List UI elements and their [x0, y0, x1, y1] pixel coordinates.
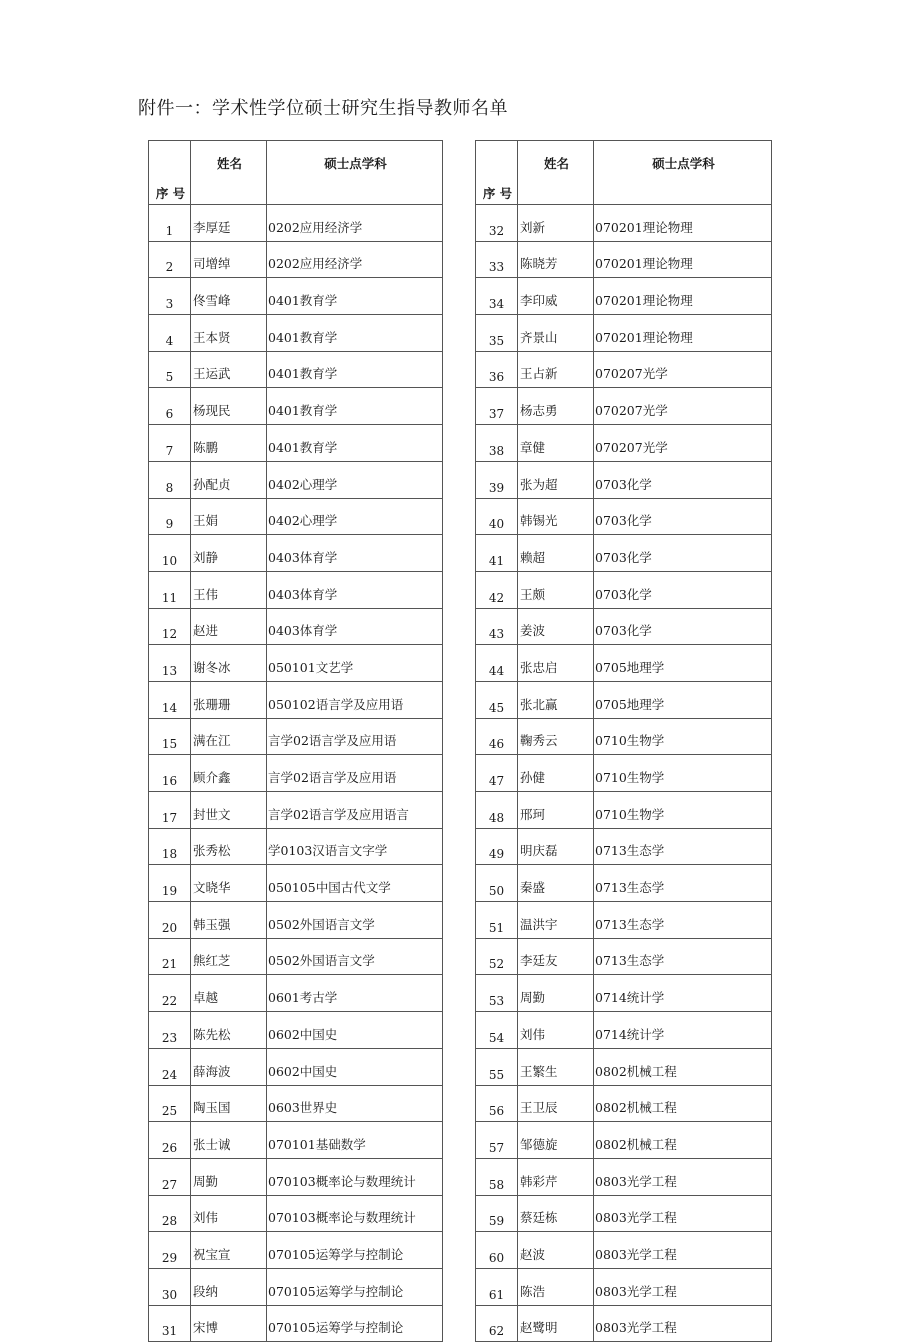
table-row: [476, 315, 772, 352]
advisor-name: 陈浩: [518, 1268, 594, 1305]
row-number: 6: [149, 388, 191, 425]
subject-name: 0502外国语言文学: [267, 902, 443, 939]
advisor-name: 周勤: [191, 1158, 267, 1195]
advisor-name: 陈先松: [191, 1012, 267, 1049]
table-row: [476, 278, 772, 315]
row-number: 2: [149, 241, 191, 278]
advisor-name: 张北赢: [518, 681, 594, 718]
table-row: [149, 755, 443, 792]
table-row: [476, 938, 772, 975]
subject-name: 070207光学: [594, 388, 772, 425]
row-number: 46: [476, 718, 518, 755]
subject-name: 0714统计学: [594, 975, 772, 1012]
advisor-name: 孙配贞: [191, 461, 267, 498]
advisor-name: 祝宝宣: [191, 1232, 267, 1269]
advisor-name: 鞠秀云: [518, 718, 594, 755]
advisor-name: 邢珂: [518, 792, 594, 829]
row-number: 62: [476, 1305, 518, 1342]
subject-name: 0703化学: [594, 608, 772, 645]
row-number: 3: [149, 278, 191, 315]
advisor-name: 孙健: [518, 755, 594, 792]
subject-name: 0402心理学: [267, 498, 443, 535]
table-row: [476, 1158, 772, 1195]
subject-name: 0705地理学: [594, 645, 772, 682]
advisor-name: 赖超: [518, 535, 594, 572]
row-number: 7: [149, 425, 191, 462]
row-number: 20: [149, 902, 191, 939]
advisor-name: 韩锡光: [518, 498, 594, 535]
table-row: [149, 1122, 443, 1159]
subject-name: 0401教育学: [267, 351, 443, 388]
subject-name: 0803光学工程: [594, 1232, 772, 1269]
table-row: [149, 608, 443, 645]
advisor-name: 王繁生: [518, 1048, 594, 1085]
advisor-name: 张秀松: [191, 828, 267, 865]
row-number: 29: [149, 1232, 191, 1269]
advisor-name: 刘静: [191, 535, 267, 572]
table-row: [476, 241, 772, 278]
row-number: 54: [476, 1012, 518, 1049]
row-number: 24: [149, 1048, 191, 1085]
table-row: [149, 1305, 443, 1342]
table-row: [476, 1232, 772, 1269]
table-row: [476, 1012, 772, 1049]
row-number: 58: [476, 1158, 518, 1195]
advisor-name: 刘新: [518, 205, 594, 242]
table-row: [476, 902, 772, 939]
subject-name: 0202应用经济学: [267, 205, 443, 242]
row-number: 9: [149, 498, 191, 535]
row-number: 21: [149, 938, 191, 975]
row-number: 34: [476, 278, 518, 315]
subject-name: 0713生态学: [594, 902, 772, 939]
row-number: 45: [476, 681, 518, 718]
subject-name: 0803光学工程: [594, 1195, 772, 1232]
advisor-name: 周勤: [518, 975, 594, 1012]
table-row: [476, 975, 772, 1012]
advisor-name: 秦盛: [518, 865, 594, 902]
table-header-row: [476, 141, 772, 205]
row-number: 27: [149, 1158, 191, 1195]
table-row: [476, 792, 772, 829]
row-number: 15: [149, 718, 191, 755]
table-row: [149, 718, 443, 755]
table-row: [149, 938, 443, 975]
table-row: [149, 1268, 443, 1305]
advisor-name: 齐景山: [518, 315, 594, 352]
table-row: [149, 351, 443, 388]
row-number: 31: [149, 1305, 191, 1342]
table-row: [476, 755, 772, 792]
header-subject: 硕士点学科: [267, 141, 443, 205]
table-row: [149, 828, 443, 865]
table-row: [476, 718, 772, 755]
subject-name: 0401教育学: [267, 425, 443, 462]
table-row: [476, 645, 772, 682]
row-number: 39: [476, 461, 518, 498]
table-row: [476, 1268, 772, 1305]
row-number: 48: [476, 792, 518, 829]
subject-name: 0703化学: [594, 461, 772, 498]
subject-name: 0202应用经济学: [267, 241, 443, 278]
subject-name: 050101文艺学: [267, 645, 443, 682]
table-row: [149, 1158, 443, 1195]
row-number: 35: [476, 315, 518, 352]
row-number: 50: [476, 865, 518, 902]
advisor-name: 王娟: [191, 498, 267, 535]
subject-name: 言学02语言学及应用语: [267, 718, 443, 755]
advisor-name: 王颇: [518, 571, 594, 608]
advisor-name: 邹德旋: [518, 1122, 594, 1159]
table-row: [149, 902, 443, 939]
advisor-name: 陶玉国: [191, 1085, 267, 1122]
table-row: [476, 1048, 772, 1085]
table-header-row: [149, 141, 443, 205]
table-row: [149, 315, 443, 352]
advisor-name: 王伟: [191, 571, 267, 608]
subject-name: 0602中国史: [267, 1048, 443, 1085]
table-row: [149, 498, 443, 535]
advisor-name: 封世文: [191, 792, 267, 829]
subject-name: 0710生物学: [594, 755, 772, 792]
row-number: 41: [476, 535, 518, 572]
advisor-name: 李廷友: [518, 938, 594, 975]
subject-name: 070105运筹学与控制论: [267, 1268, 443, 1305]
row-number: 4: [149, 315, 191, 352]
subject-name: 言学02语言学及应用语言: [267, 792, 443, 829]
subject-name: 050102语言学及应用语: [267, 681, 443, 718]
row-number: 19: [149, 865, 191, 902]
table-row: [149, 1195, 443, 1232]
subject-name: 学0103汉语言文字学: [267, 828, 443, 865]
row-number: 43: [476, 608, 518, 645]
row-number: 59: [476, 1195, 518, 1232]
subject-name: 070201理论物理: [594, 241, 772, 278]
advisor-name: 温洪宇: [518, 902, 594, 939]
subject-name: 0803光学工程: [594, 1305, 772, 1342]
row-number: 49: [476, 828, 518, 865]
row-number: 36: [476, 351, 518, 388]
advisor-name: 姜波: [518, 608, 594, 645]
table-row: [149, 425, 443, 462]
advisor-name: 王运武: [191, 351, 267, 388]
table-row: [476, 1122, 772, 1159]
subject-name: 0703化学: [594, 498, 772, 535]
advisor-name: 佟雪峰: [191, 278, 267, 315]
advisor-name: 张士诚: [191, 1122, 267, 1159]
advisor-name: 宋博: [191, 1305, 267, 1342]
subject-name: 050105中国古代文学: [267, 865, 443, 902]
table-row: [149, 1085, 443, 1122]
table-row: [149, 865, 443, 902]
row-number: 60: [476, 1232, 518, 1269]
header-name: 姓名: [518, 141, 594, 205]
table-row: [476, 351, 772, 388]
advisor-name: 刘伟: [191, 1195, 267, 1232]
subject-name: 0713生态学: [594, 938, 772, 975]
advisor-name: 赵波: [518, 1232, 594, 1269]
table-row: [476, 205, 772, 242]
row-number: 33: [476, 241, 518, 278]
row-number: 13: [149, 645, 191, 682]
table-row: [149, 681, 443, 718]
subject-name: 070105运筹学与控制论: [267, 1232, 443, 1269]
advisor-name: 李厚廷: [191, 205, 267, 242]
row-number: 16: [149, 755, 191, 792]
advisor-table-right: [475, 140, 772, 1342]
row-number: 32: [476, 205, 518, 242]
table-row: [476, 681, 772, 718]
table-row: [149, 645, 443, 682]
row-number: 8: [149, 461, 191, 498]
advisor-name: 张为超: [518, 461, 594, 498]
table-row: [149, 535, 443, 572]
row-number: 52: [476, 938, 518, 975]
subject-name: 0401教育学: [267, 388, 443, 425]
advisor-name: 陈晓芳: [518, 241, 594, 278]
row-number: 10: [149, 535, 191, 572]
table-row: [476, 1085, 772, 1122]
table-row: [476, 535, 772, 572]
table-row: [149, 205, 443, 242]
subject-name: 0710生物学: [594, 792, 772, 829]
table-row: [476, 461, 772, 498]
advisor-name: 司增绰: [191, 241, 267, 278]
row-number: 18: [149, 828, 191, 865]
subject-name: 言学02语言学及应用语: [267, 755, 443, 792]
table-row: [476, 1195, 772, 1232]
row-number: 17: [149, 792, 191, 829]
subject-name: 0403体育学: [267, 535, 443, 572]
subject-name: 070105运筹学与控制论: [267, 1305, 443, 1342]
subject-name: 070207光学: [594, 425, 772, 462]
subject-name: 0705地理学: [594, 681, 772, 718]
row-number: 38: [476, 425, 518, 462]
subject-name: 070201理论物理: [594, 278, 772, 315]
subject-name: 0713生态学: [594, 828, 772, 865]
subject-name: 0401教育学: [267, 315, 443, 352]
advisor-name: 薛海波: [191, 1048, 267, 1085]
header-num: 序 号: [476, 141, 518, 205]
subject-name: 0802机械工程: [594, 1085, 772, 1122]
row-number: 28: [149, 1195, 191, 1232]
advisor-name: 赵进: [191, 608, 267, 645]
document-title: 附件一：学术性学位硕士研究生指导教师名单: [138, 98, 508, 119]
subject-name: 0602中国史: [267, 1012, 443, 1049]
subject-name: 0803光学工程: [594, 1158, 772, 1195]
subject-name: 0714统计学: [594, 1012, 772, 1049]
advisor-name: 满在江: [191, 718, 267, 755]
table-row: [476, 608, 772, 645]
table-row: [476, 865, 772, 902]
row-number: 30: [149, 1268, 191, 1305]
table-row: [149, 1232, 443, 1269]
subject-name: 070207光学: [594, 351, 772, 388]
subject-name: 0603世界史: [267, 1085, 443, 1122]
advisor-name: 文晓华: [191, 865, 267, 902]
row-number: 55: [476, 1048, 518, 1085]
row-number: 40: [476, 498, 518, 535]
subject-name: 0703化学: [594, 571, 772, 608]
subject-name: 0703化学: [594, 535, 772, 572]
subject-name: 0502外国语言文学: [267, 938, 443, 975]
table-row: [476, 498, 772, 535]
row-number: 14: [149, 681, 191, 718]
subject-name: 070103概率论与数理统计: [267, 1195, 443, 1232]
advisor-name: 张忠启: [518, 645, 594, 682]
table-row: [476, 425, 772, 462]
row-number: 56: [476, 1085, 518, 1122]
advisor-name: 杨现民: [191, 388, 267, 425]
subject-name: 0402心理学: [267, 461, 443, 498]
table-row: [149, 278, 443, 315]
table-row: [476, 828, 772, 865]
advisor-name: 明庆磊: [518, 828, 594, 865]
row-number: 1: [149, 205, 191, 242]
advisor-name: 韩玉强: [191, 902, 267, 939]
advisor-name: 韩彩芹: [518, 1158, 594, 1195]
row-number: 5: [149, 351, 191, 388]
row-number: 25: [149, 1085, 191, 1122]
table-row: [476, 571, 772, 608]
advisor-name: 王卫辰: [518, 1085, 594, 1122]
table-row: [149, 241, 443, 278]
table-row: [149, 1048, 443, 1085]
advisor-name: 章健: [518, 425, 594, 462]
advisor-name: 陈鹏: [191, 425, 267, 462]
row-number: 57: [476, 1122, 518, 1159]
row-number: 26: [149, 1122, 191, 1159]
table-row: [149, 461, 443, 498]
subject-name: 0802机械工程: [594, 1122, 772, 1159]
table-row: [149, 571, 443, 608]
table-row: [476, 1305, 772, 1342]
row-number: 11: [149, 571, 191, 608]
row-number: 51: [476, 902, 518, 939]
row-number: 23: [149, 1012, 191, 1049]
advisor-name: 谢冬冰: [191, 645, 267, 682]
advisor-name: 熊红芝: [191, 938, 267, 975]
table-row: [149, 792, 443, 829]
row-number: 22: [149, 975, 191, 1012]
header-name: 姓名: [191, 141, 267, 205]
advisor-name: 刘伟: [518, 1012, 594, 1049]
table-row: [476, 388, 772, 425]
advisor-name: 段纳: [191, 1268, 267, 1305]
advisor-name: 张珊珊: [191, 681, 267, 718]
subject-name: 070101基础数学: [267, 1122, 443, 1159]
subject-name: 0803光学工程: [594, 1268, 772, 1305]
row-number: 12: [149, 608, 191, 645]
subject-name: 0710生物学: [594, 718, 772, 755]
subject-name: 0403体育学: [267, 608, 443, 645]
advisor-name: 杨志勇: [518, 388, 594, 425]
subject-name: 0713生态学: [594, 865, 772, 902]
advisor-name: 卓越: [191, 975, 267, 1012]
row-number: 61: [476, 1268, 518, 1305]
subject-name: 0403体育学: [267, 571, 443, 608]
advisor-name: 赵鹭明: [518, 1305, 594, 1342]
row-number: 53: [476, 975, 518, 1012]
advisor-name: 蔡廷栋: [518, 1195, 594, 1232]
subject-name: 070201理论物理: [594, 205, 772, 242]
advisor-name: 顾介鑫: [191, 755, 267, 792]
advisor-name: 李印威: [518, 278, 594, 315]
header-num: 序 号: [149, 141, 191, 205]
subject-name: 070103概率论与数理统计: [267, 1158, 443, 1195]
table-row: [149, 388, 443, 425]
subject-name: 0601考古学: [267, 975, 443, 1012]
row-number: 37: [476, 388, 518, 425]
advisor-name: 王本贤: [191, 315, 267, 352]
advisor-name: 王占新: [518, 351, 594, 388]
row-number: 47: [476, 755, 518, 792]
header-subject: 硕士点学科: [594, 141, 772, 205]
subject-name: 0401教育学: [267, 278, 443, 315]
subject-name: 0802机械工程: [594, 1048, 772, 1085]
table-row: [149, 975, 443, 1012]
row-number: 44: [476, 645, 518, 682]
advisor-table-left: [148, 140, 443, 1342]
subject-name: 070201理论物理: [594, 315, 772, 352]
table-row: [149, 1012, 443, 1049]
row-number: 42: [476, 571, 518, 608]
